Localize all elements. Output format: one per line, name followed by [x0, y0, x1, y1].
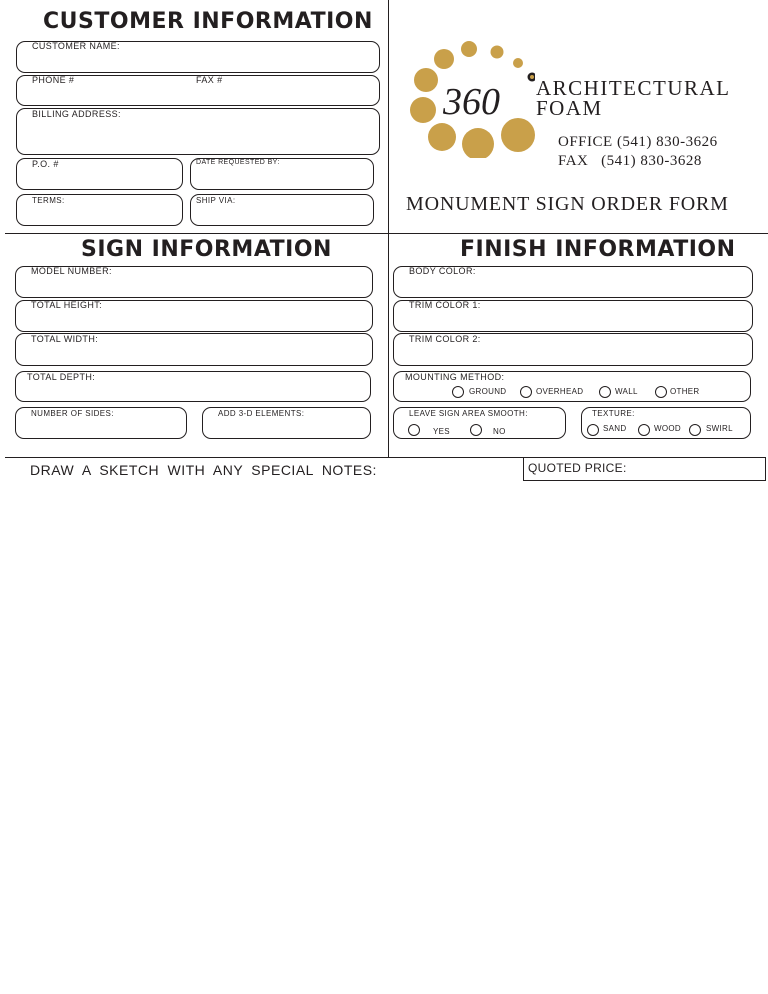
mounting-ground-label: GROUND: [469, 387, 507, 396]
texture-swirl-radio[interactable]: [689, 424, 701, 436]
customer-info-heading: CUSTOMER INFORMATION: [43, 9, 373, 34]
fax-label: FAX #: [196, 75, 223, 85]
brand-name-line1: ARCHITECTURAL: [536, 76, 731, 100]
mounting-wall-radio[interactable]: [599, 386, 611, 398]
company-fax-label: FAX: [558, 153, 589, 169]
texture-swirl-label: SWIRL: [706, 424, 733, 433]
brand-name-line2: FOAM: [536, 96, 603, 120]
number-of-sides-label: NUMBER OF SIDES:: [31, 409, 114, 418]
texture-label: TEXTURE:: [592, 409, 635, 418]
mounting-wall-label: WALL: [615, 387, 638, 396]
office-phone: (541) 830-3626: [616, 134, 718, 150]
total-height-label: TOTAL HEIGHT:: [31, 300, 103, 310]
texture-wood-radio[interactable]: [638, 424, 650, 436]
date-requested-label: DATE REQUESTED BY:: [196, 159, 280, 166]
company-fax-phone: (541) 830-3628: [601, 153, 702, 169]
mounting-overhead-radio[interactable]: [520, 386, 532, 398]
add-3d-elements-label: ADD 3-D ELEMENTS:: [218, 409, 305, 418]
finish-info-heading: FINISH INFORMATION: [460, 237, 736, 262]
trim-color-2-label: TRIM COLOR 2:: [409, 334, 481, 344]
sketch-area[interactable]: [5, 485, 763, 985]
mounting-method-label: MOUNTING METHOD:: [405, 372, 505, 382]
smooth-yes-label: YES: [433, 427, 450, 436]
company-logo: [405, 38, 535, 158]
mounting-ground-radio[interactable]: [452, 386, 464, 398]
total-width-label: TOTAL WIDTH:: [31, 334, 99, 344]
customer-name-label: CUSTOMER NAME:: [32, 41, 120, 51]
texture-wood-label: WOOD: [654, 424, 681, 433]
sketch-notes-label: DRAW A SKETCH WITH ANY SPECIAL NOTES:: [30, 462, 377, 478]
bottom-horizontal-divider: [5, 457, 525, 458]
smooth-no-label: NO: [493, 427, 506, 436]
office-label: OFFICE: [558, 134, 613, 150]
smooth-no-radio[interactable]: [470, 424, 482, 436]
sign-info-heading: SIGN INFORMATION: [81, 237, 332, 262]
trim-color-1-label: TRIM COLOR 1:: [409, 300, 481, 310]
middle-horizontal-divider: [5, 233, 768, 234]
fax-phone-line: [558, 153, 702, 170]
svg-text:360: 360: [443, 81, 500, 123]
terms-label: TERMS:: [32, 196, 65, 205]
top-vertical-divider: [388, 0, 389, 457]
model-number-label: MODEL NUMBER:: [31, 266, 112, 276]
form-title: MONUMENT SIGN ORDER FORM: [406, 193, 729, 215]
quoted-price-label: QUOTED PRICE:: [528, 461, 627, 475]
texture-sand-radio[interactable]: [587, 424, 599, 436]
billing-address-label: BILLING ADDRESS:: [32, 109, 121, 119]
total-depth-label: TOTAL DEPTH:: [27, 372, 96, 382]
ship-via-label: SHIP VIA:: [196, 196, 236, 205]
mounting-overhead-label: OVERHEAD: [536, 387, 584, 396]
mounting-other-label: OTHER: [670, 387, 700, 396]
smooth-yes-radio[interactable]: [408, 424, 420, 436]
body-color-label: BODY COLOR:: [409, 266, 476, 276]
texture-sand-label: SAND: [603, 424, 627, 433]
phone-label: PHONE #: [32, 75, 75, 85]
po-label: P.O. #: [32, 159, 59, 169]
office-phone-line: [558, 134, 718, 151]
leave-smooth-label: LEAVE SIGN AREA SMOOTH:: [409, 409, 528, 418]
mounting-other-radio[interactable]: [655, 386, 667, 398]
